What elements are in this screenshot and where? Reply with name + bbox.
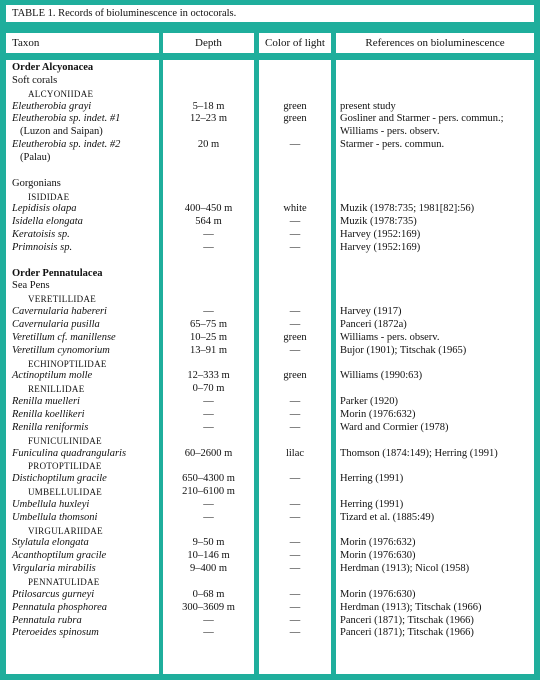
color-cell: green (283, 331, 307, 343)
depth-cell (163, 435, 254, 448)
depth-cell: 9–50 m (192, 537, 225, 549)
reference-cell: Herdman (1913); Titschak (1966) (340, 601, 482, 613)
depth-cell: — (203, 229, 214, 241)
reference-cell: Harvey (1952:169) (340, 241, 421, 253)
taxon-cell: Veretillum cf. manillense (12, 331, 116, 343)
color-cell (259, 62, 331, 75)
taxon-cell: Renilla koellikeri (12, 408, 85, 420)
depth-cell (163, 358, 254, 371)
header-depth: Depth (163, 33, 254, 53)
depth-cell (163, 460, 254, 473)
depth-cell: 9–400 m (189, 563, 228, 575)
taxon-column (6, 60, 159, 674)
taxon-cell: Isidella elongata (12, 216, 83, 228)
color-column (259, 60, 331, 674)
reference-cell (336, 62, 534, 75)
color-cell (259, 280, 331, 293)
color-cell: green (283, 113, 307, 125)
depth-cell: — (203, 511, 214, 523)
depth-cell: — (203, 396, 214, 408)
color-cell: — (289, 344, 301, 356)
color-cell: lilac (285, 447, 305, 459)
reference-cell: Harvey (1917) (340, 306, 402, 318)
depth-cell: — (203, 627, 214, 639)
reference-cell: Tizard et al. (1885:49) (340, 511, 435, 523)
reference-cell (336, 525, 534, 538)
depth-cell (163, 126, 254, 139)
taxon-cell: Pennatula rubra (12, 614, 82, 626)
color-cell: — (289, 216, 301, 228)
depth-cell (163, 75, 254, 88)
taxon-cell: ALCYONIIDAE (28, 88, 94, 99)
header-color: Color of light (259, 33, 331, 53)
color-cell: — (289, 319, 301, 330)
depth-cell (163, 280, 254, 293)
color-cell: — (289, 614, 301, 626)
taxon-cell: Sea Pens (12, 280, 50, 292)
taxon-cell: PENNATULIDAE (28, 577, 100, 587)
reference-cell: Parker (1920) (340, 396, 399, 408)
reference-cell (336, 255, 534, 268)
taxon-cell: Primnoisis sp. (12, 241, 73, 253)
depth-cell (163, 191, 254, 204)
reference-cell: Gosliner and Starmer - pers. commun.; (340, 113, 504, 125)
reference-cell: Herring (1991) (340, 498, 404, 510)
color-cell (259, 460, 331, 473)
taxon-cell: Funiculina quadrangularis (12, 447, 127, 459)
references-column (336, 60, 534, 674)
reference-cell (336, 486, 534, 499)
reference-cell: Panceri (1871); Titschak (1966) (340, 627, 474, 639)
taxon-cell: Stylatula elongata (12, 537, 89, 549)
taxon-cell: Pennatula phosphorea (12, 601, 107, 613)
color-cell: — (289, 241, 301, 253)
reference-cell (336, 460, 534, 473)
taxon-cell: Order Pennatulacea (12, 267, 103, 279)
color-cell (259, 383, 331, 396)
color-cell (259, 268, 331, 281)
taxon-cell: Renilla muelleri (12, 396, 80, 408)
depth-cell: 650–4300 m (182, 473, 235, 485)
reference-cell (336, 435, 534, 448)
depth-cell: 300–3609 m (182, 601, 235, 613)
color-cell: — (289, 588, 301, 600)
color-cell: — (289, 306, 301, 318)
reference-cell (336, 280, 534, 293)
reference-cell (336, 293, 534, 306)
color-cell (259, 178, 331, 191)
depth-cell: 564 m (195, 216, 222, 228)
reference-cell: Herdman (1913); Nicol (1958) (340, 563, 470, 575)
reference-cell (336, 75, 534, 88)
taxon-cell: VIRGULARIIDAE (28, 525, 103, 536)
color-cell: — (289, 421, 301, 433)
color-cell: — (289, 498, 301, 510)
depth-cell (163, 62, 254, 75)
depth-cell: — (203, 241, 214, 253)
reference-cell (336, 383, 534, 396)
taxon-cell: Soft corals (12, 74, 58, 86)
taxon-cell (6, 165, 159, 178)
color-cell (259, 358, 331, 371)
reference-cell: Herring (1991) (340, 473, 404, 485)
taxon-cell: Eleutherobia sp. indet. #1 (12, 113, 121, 125)
color-cell (259, 255, 331, 268)
color-cell: — (289, 601, 301, 613)
color-cell (259, 191, 331, 204)
reference-cell: present study (340, 100, 396, 112)
color-cell (259, 435, 331, 448)
taxon-cell: Eleutherobia sp. indet. #2 (12, 139, 121, 151)
depth-cell: 65–75 m (189, 319, 228, 330)
reference-cell (336, 152, 534, 165)
reference-cell: Morin (1976:630) (340, 588, 416, 600)
reference-cell (336, 268, 534, 281)
taxon-cell: (Palau) (20, 151, 51, 163)
color-cell (259, 75, 331, 88)
color-cell (259, 576, 331, 589)
depth-cell (163, 88, 254, 101)
color-cell (259, 126, 331, 139)
depth-cell: 20 m (197, 139, 220, 151)
color-cell: — (289, 139, 301, 151)
depth-cell: 0–70 m (192, 383, 225, 395)
taxon-cell: Distichoptilum gracile (12, 473, 107, 485)
taxon-cell: (Luzon and Saipan) (20, 126, 103, 138)
color-cell (259, 88, 331, 101)
reference-cell: Ward and Cormier (1978) (340, 421, 449, 433)
depth-cell: 13–91 m (189, 344, 228, 356)
depth-cell (163, 255, 254, 268)
color-cell (259, 293, 331, 306)
taxon-cell: Actinoptilum molle (12, 370, 93, 382)
reference-cell: Harvey (1952:169) (340, 229, 421, 241)
depth-cell: — (203, 306, 214, 318)
taxon-cell: Umbellula thomsoni (12, 511, 98, 523)
color-cell: — (289, 473, 301, 485)
taxon-cell: Umbellula huxleyi (12, 498, 90, 510)
reference-cell: Muzik (1978:735) (340, 216, 417, 228)
taxon-cell: ISIDIDAE (28, 191, 70, 202)
taxon-cell: Renilla reniformis (12, 421, 89, 433)
depth-cell: 400–450 m (184, 203, 233, 215)
depth-cell: — (203, 498, 214, 510)
reference-cell: Thomson (1874:149); Herring (1991) (340, 447, 498, 459)
color-cell: — (289, 537, 301, 549)
color-cell: — (289, 396, 301, 408)
taxon-cell: Cavernularia habereri (12, 306, 107, 318)
color-cell: green (283, 100, 307, 112)
color-cell: — (289, 408, 301, 420)
depth-cell: 210–6100 m (182, 486, 235, 498)
reference-cell: Morin (1976:630) (340, 550, 416, 562)
taxon-cell: RENILLIDAE (28, 384, 85, 395)
header-references: References on bioluminescence (336, 33, 534, 53)
depth-cell: 12–23 m (189, 113, 228, 125)
color-cell: — (289, 229, 301, 241)
reference-cell (336, 165, 534, 178)
header-taxon: Taxon (6, 33, 159, 53)
taxon-cell: Lepidisis olapa (12, 203, 77, 215)
depth-cell: 12–333 m (187, 370, 230, 382)
depth-cell: — (203, 421, 214, 433)
depth-cell (163, 178, 254, 191)
reference-cell: Panceri (1872a) (340, 319, 407, 330)
reference-cell (336, 88, 534, 101)
color-cell: — (289, 563, 301, 575)
reference-cell: Morin (1976:632) (340, 408, 416, 420)
taxon-cell (6, 255, 159, 268)
taxon-cell: VERETILLIDAE (28, 294, 97, 305)
color-cell: green (283, 370, 307, 382)
color-cell: — (289, 627, 301, 639)
color-cell (259, 486, 331, 499)
depth-cell (163, 152, 254, 165)
depth-cell: — (203, 614, 214, 626)
depth-cell: 10–146 m (187, 550, 230, 562)
color-cell: white (283, 203, 307, 215)
depth-cell (163, 293, 254, 306)
taxon-cell: Eleutherobia grayi (12, 100, 92, 112)
depth-cell: 10–25 m (189, 331, 228, 343)
reference-cell (336, 358, 534, 371)
reference-cell: Williams - pers. observ. (340, 126, 440, 138)
color-cell (259, 525, 331, 538)
taxon-cell: Pteroeides spinosum (12, 627, 99, 639)
taxon-cell: Order Alcyonacea (12, 62, 94, 73)
taxon-cell: PROTOPTILIDAE (28, 461, 102, 472)
depth-column (163, 60, 254, 674)
taxon-cell: Cavernularia pusilla (12, 319, 100, 330)
taxon-cell: Veretillum cynomorium (12, 344, 110, 356)
depth-cell (163, 525, 254, 538)
taxon-cell: FUNICULINIDAE (28, 435, 102, 446)
depth-cell (163, 268, 254, 281)
reference-cell (336, 191, 534, 204)
taxon-cell: Virgularia mirabilis (12, 563, 96, 575)
taxon-cell: UMBELLULIDAE (28, 487, 103, 498)
reference-cell (336, 576, 534, 589)
depth-cell (163, 576, 254, 589)
depth-cell: 5–18 m (192, 100, 225, 112)
color-cell (259, 165, 331, 178)
table-caption: TABLE 1. Records of bioluminescence in octocorals. (6, 5, 534, 22)
reference-cell: Panceri (1871); Titschak (1966) (340, 614, 474, 626)
depth-cell (163, 165, 254, 178)
reference-cell: Starmer - pers. commun. (340, 139, 445, 151)
reference-cell: Bujor (1901); Titschak (1965) (340, 344, 467, 356)
color-cell: — (289, 511, 301, 523)
reference-cell: Morin (1976:632) (340, 537, 416, 549)
color-cell (259, 152, 331, 165)
depth-cell: 0–68 m (192, 588, 225, 600)
reference-cell: Muzik (1978:735; 1981[82]:56) (340, 203, 475, 215)
depth-cell: — (203, 408, 214, 420)
taxon-cell: Ptilosarcus gurneyi (12, 588, 95, 600)
taxon-cell: Keratoisis sp. (12, 229, 70, 241)
reference-cell: Williams (1990:63) (340, 370, 423, 382)
color-cell: — (289, 550, 301, 562)
reference-cell: Williams - pers. observ. (340, 331, 440, 343)
taxon-cell: ECHINOPTILIDAE (28, 358, 107, 369)
reference-cell (336, 178, 534, 191)
taxon-cell: Acanthoptilum gracile (12, 550, 107, 562)
taxon-cell: Gorgonians (12, 177, 61, 189)
depth-cell: 60–2600 m (184, 447, 233, 459)
